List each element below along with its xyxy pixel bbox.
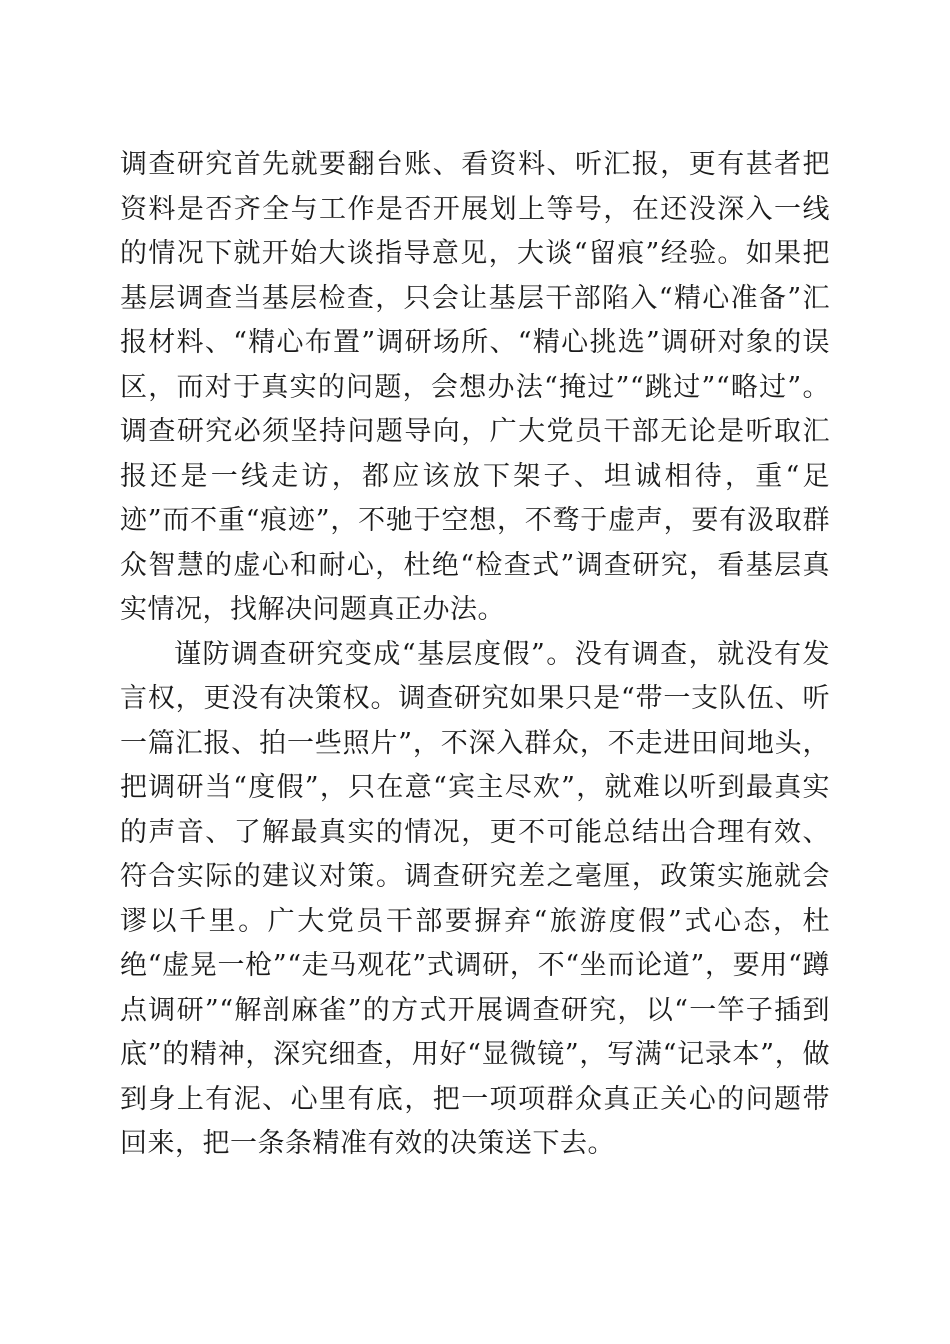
paragraph-base-vacation: 谨防调查研究变成“基层度假”。没有调查，就没有发言权，更没有决策权。调查研究如果只是“带一支队伍、听一篇汇报、拍一些照片”，不深入群众，不走进田间地头，把调研当“度假”，只在意“宾主尽欢”，就难以听到最真实的声音、了解最真实的情况，更不可能总结出合理有效、符合实际的建议对策。调查研究差之毫厘，政策实施就会谬以千里。广大党员干部要摒弃“旅游度假”式心态，杜绝“虚晃一枪”“走马观花”式调研，不“坐而论道”，要用“蹲点调研”“解剖麻雀”的方式开展调查研究，以“一竿子插到底”的精神，深究细查，用好“显微镜”，写满“记录本”，做到身上有泥、心里有底，把一项项群众真正关心的问题带回来，把一条条精准有效的决策送下去。 — [120, 638, 830, 1159]
document-body — [120, 143, 830, 1167]
paragraph-continuation: 调查研究首先就要翻台账、看资料、听汇报，更有甚者把资料是否齐全与工作是否开展划上等号，在还没深入一线的情况下就开始大谈指导意见，大谈“留痕”经验。如果把基层调查当基层检查，只会让基层干部陷入“精心准备”汇报材料、“精心布置”调研场所、“精心挑选”调研对象的误区，而对于真实的问题，会想办法“掩过”“跳过”“略过”。调查研究必须坚持问题导向，广大党员干部无论是听取汇报还是一线走访，都应该放下架子、坦诚相待，重“足迹”而不重“痕迹”，不驰于空想，不骛于虚声，要有汲取群众智慧的虚心和耐心，杜绝“检查式”调查研究，看基层真实情况，找解决问题真正办法。 — [120, 149, 830, 625]
